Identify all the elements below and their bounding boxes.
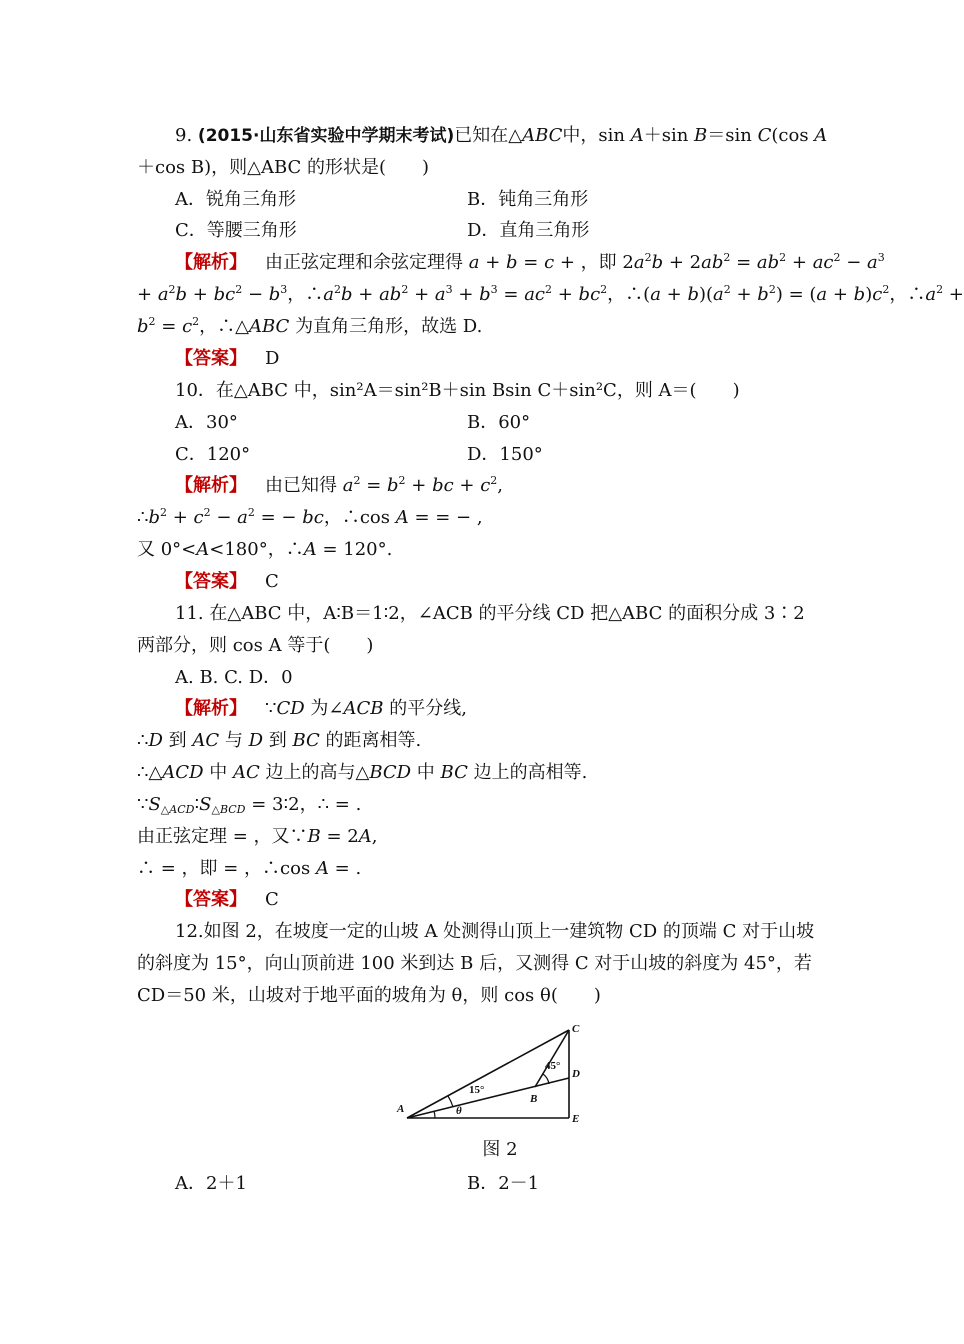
q9-answer-line — [175, 347, 855, 371]
q9-solution-line2: + $a^2b + bc^2 - b^3$，$\therefore a^2b + ab^2 + a^3 + b^3 = ac^2 + bc^2$，∴(a + $b)(a^2 + b^2) = (a + b)c^2$，$\therefore a^2$ + — [137, 283, 964, 305]
angle15-arc — [448, 1096, 453, 1107]
q10-solution-line2: $\therefore b^2 + c^2 - a^2$ = − bc，∴cos A = = − , — [137, 506, 483, 528]
q12-stem-line1: 12.如图 2，在坡度一定的山坡 A 处测得山顶上一建筑物 CD 的顶端 C 对于山坡 — [175, 921, 815, 942]
label-45: 45° — [545, 1060, 561, 1072]
q10-options-row1 — [175, 411, 855, 435]
slope-line — [407, 1078, 569, 1118]
q11-solution-line6: ∴ = ，即 = ，∴cos A = . — [137, 858, 362, 879]
q11-solution-line1: 【解析】 ∵CD 为∠ACB 的平分线, — [175, 698, 467, 719]
q11-solution-line3: ∴△ACD 中 AC 边上的高与△BCD 中 BC 边上的高相等. — [137, 762, 588, 783]
angle45-arc — [543, 1074, 549, 1084]
q10-option-b: B．60° — [467, 412, 531, 433]
figure-caption: 图 2 — [482, 1139, 518, 1160]
q10-answer: C — [265, 571, 279, 592]
q9-option-a: A．锐角三角形 — [175, 189, 296, 210]
q10-answer-line — [175, 570, 855, 594]
q9-stem-line2: ＋cos B)，则△ABC 的形状是( ) — [137, 157, 430, 178]
q11-options: A. B. C. D．0 — [175, 667, 293, 688]
q12-stem-line3: CD＝50 米，山坡对于地平面的坡角为 θ，则 cos θ( ) — [137, 985, 601, 1006]
label-d: D — [572, 1068, 580, 1080]
q10-daan-label: 【答案】 — [175, 571, 247, 592]
q11-stem-line1: 11. 在△ABC 中，A∶B＝1∶2，∠ACB 的平分线 CD 把△ABC 的面积分成 3∶2 — [175, 603, 805, 624]
q9-solution-line1: 【解析】 由正弦定理和余弦定理得 a + b = c + ，即 $2a^2b + 2ab^2 = ab^2 + ac^2 - a^3$ — [175, 251, 885, 273]
q9-option-b: B．钝角三角形 — [467, 189, 589, 210]
q12-option-a: A．2＋1 — [175, 1173, 247, 1194]
q11-answer: C — [265, 889, 279, 910]
q9-option-d: D．直角三角形 — [467, 220, 590, 241]
q11-solution-line5: 由正弦定理 = ，又∵B = 2A, — [137, 826, 378, 847]
label-e: E — [572, 1113, 580, 1125]
q9-option-c: C．等腰三角形 — [175, 220, 297, 241]
q10-option-c: C．120° — [175, 444, 251, 465]
q10-option-d: D．150° — [467, 444, 543, 465]
q12-stem-line2: 的斜度为 15°，向山顶前进 100 米到达 B 后，又测得 C 对于山坡的斜度为 45°，若 — [137, 953, 812, 974]
q9-solution-line3: $b^2 = c^2$，∴△ABC 为直角三角形，故选 D. — [137, 315, 483, 337]
label-theta: θ — [456, 1105, 462, 1117]
label-c: C — [572, 1023, 580, 1035]
q9-daan-label: 【答案】 — [175, 348, 247, 369]
label-a: A — [397, 1103, 405, 1115]
q9-source: (2015·山东省实验中学期末考试) — [197, 126, 455, 146]
q10-options-row2 — [175, 443, 855, 467]
q12-options-row1 — [175, 1172, 855, 1196]
q12-option-b: B．2－1 — [467, 1173, 540, 1194]
q11-stem-line2: 两部分，则 cos A 等于( ) — [137, 635, 374, 656]
q9-options-row2 — [175, 219, 855, 243]
q11-daan-label: 【答案】 — [175, 889, 247, 910]
q9-answer: D — [265, 348, 280, 369]
q9-options-row1 — [175, 188, 855, 212]
q9-jiexi-label: 【解析】 — [175, 252, 247, 273]
theta-arc — [434, 1111, 435, 1118]
q10-solution-line1: 【解析】 由已知得 $a^2 = b^2$ + bc + $c^2$, — [175, 474, 504, 496]
sightline-ac — [407, 1030, 569, 1118]
q10-solution-line3: 又 0°<A<180°，∴A = 120°. — [137, 539, 393, 560]
q10-stem: 10．在△ABC 中，sin²A＝sin²B＋sin Bsin C＋sin²C，则 A＝( ) — [175, 380, 740, 401]
q11-solution-line2: ∴D 到 AC 与 D 到 BC 的距离相等. — [137, 730, 422, 751]
label-15: 15° — [469, 1084, 485, 1096]
label-b: B — [530, 1093, 538, 1105]
q10-jiexi-label: 【解析】 — [175, 475, 247, 496]
slope-figure — [395, 1018, 595, 1130]
q11-solution-line4: $\because S_{\triangle ACD}∶S_{\triangle BCD}$ = 3∶2，∴ = . — [137, 794, 362, 816]
q11-answer-line — [175, 888, 855, 912]
q11-jiexi-label: 【解析】 — [175, 698, 247, 719]
q9-stem-line1: 9. (2015·山东省实验中学期末考试)已知在△ABC中，sin A＋sin B＝sin C(cos A — [175, 125, 828, 146]
q10-option-a: A．30° — [175, 412, 238, 433]
